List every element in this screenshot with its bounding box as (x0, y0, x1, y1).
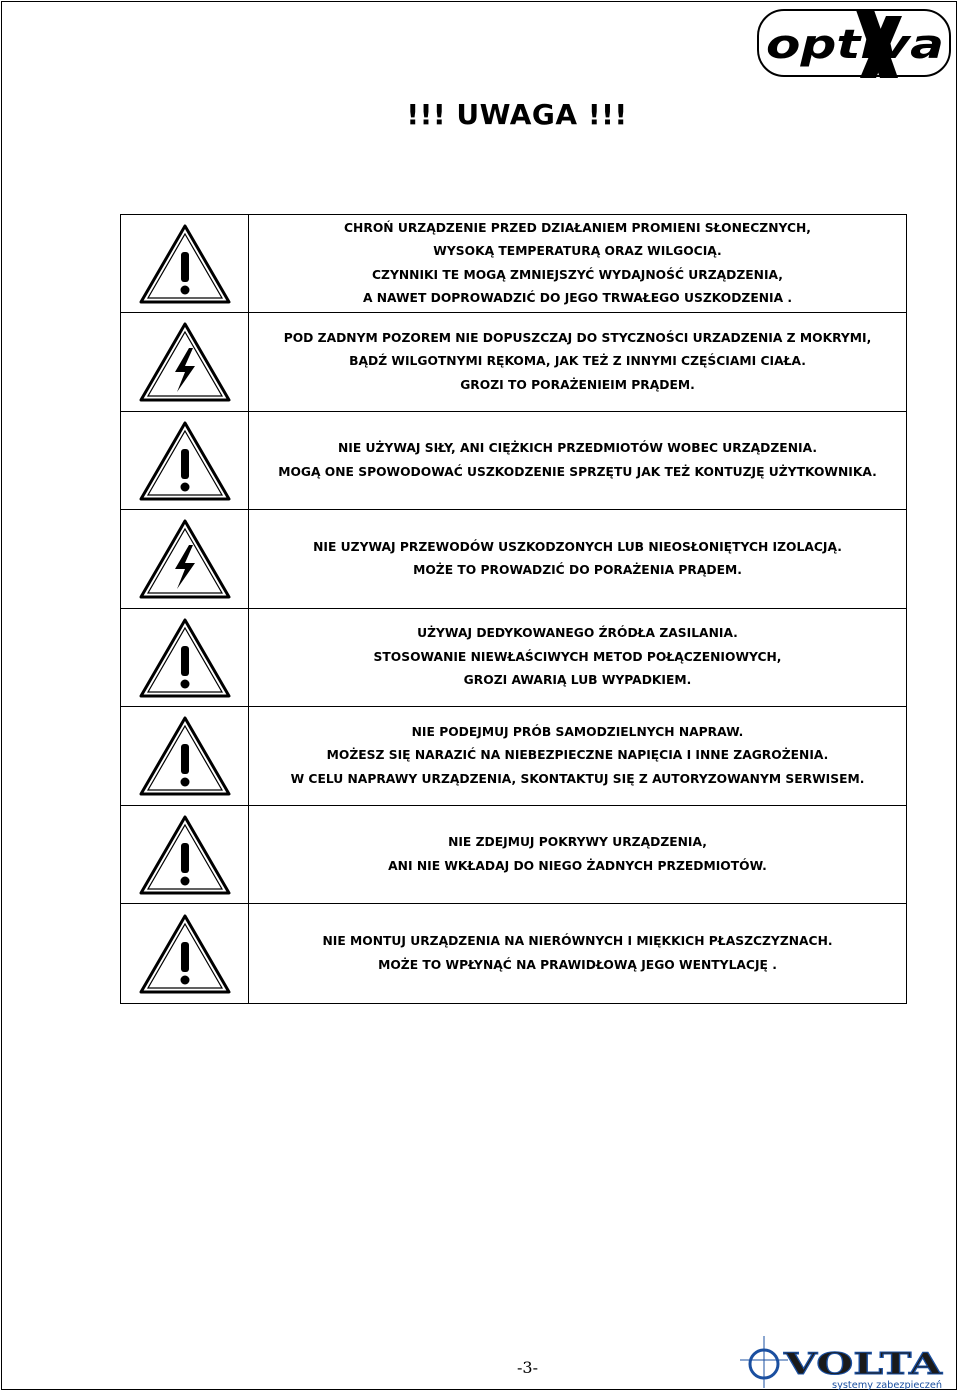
warning-text-cell (249, 215, 906, 312)
warning-text-cell (249, 707, 906, 805)
warning-text-line: UŻYWAJ DEDYKOWANEGO ŹRÓDŁA ZASILANIA. (417, 626, 738, 641)
warning-text-cell (249, 806, 906, 903)
warning-icon-cell (121, 904, 249, 1003)
warning-icon-cell (121, 609, 249, 706)
warning-text-line: BĄDŹ WILGOTNYMI RĘKOMA, JAK TEŻ Z INNYMI CZĘŚCIAMI CIAŁA. (349, 354, 806, 369)
warning-row (121, 313, 906, 412)
warning-text-line: GROZI AWARIĄ LUB WYPADKIEM. (463, 673, 692, 688)
warning-text-line: POD ZADNYM POZOREM NIE DOPUSZCZAJ DO STYCZNOŚCI URZADZENIA Z MOKRYMI, (283, 330, 872, 345)
warning-text-line: NIE ZDEJMUJ POKRYWY URZĄDZENIA, (448, 835, 707, 849)
electric-shock-warning-icon (137, 320, 233, 404)
warning-text-line: WYSOKĄ TEMPERATURĄ ORAZ WILGOCIĄ. (433, 244, 722, 258)
warning-text-line: MOŻESZ SIĘ NARAZIĆ NA NIEBEZPIECZNE NAPIĘCIA I INNE ZAGROŻENIA. (326, 748, 829, 763)
warning-text-cell (249, 510, 906, 608)
warning-row (121, 609, 906, 707)
warning-row (121, 412, 906, 510)
warning-text-line: ANI NIE WKŁADAJ DO NIEGO ŻADNYCH PRZEDMIOTÓW. (388, 858, 767, 873)
warning-text-line: STOSOWANIE NIEWŁAŚCIWYCH METOD POŁĄCZENIOWYCH, (373, 649, 782, 664)
warning-icon-cell (121, 412, 249, 509)
warning-icon-cell (121, 313, 249, 411)
warning-icon-cell (121, 510, 249, 608)
warning-text-line: CHROŃ URZĄDZENIE PRZED DZIAŁANIEM PROMIENI SŁONECZNYCH, (344, 220, 811, 235)
warning-text-line: GROZI TO PORAŻENIEIM PRĄDEM. (460, 377, 695, 392)
warning-text-cell (249, 609, 906, 706)
optiva-logo (756, 8, 952, 80)
volta-logo (736, 1334, 946, 1390)
warning-text-line: MOŻE TO PROWADZIĆ DO PORAŻENIA PRĄDEM. (413, 563, 742, 577)
warning-icon-cell (121, 707, 249, 805)
electric-shock-warning-icon (137, 517, 233, 601)
exclamation-warning-icon (137, 912, 233, 996)
warning-row (121, 215, 906, 313)
exclamation-warning-icon (137, 714, 233, 798)
warning-row (121, 510, 906, 609)
warnings-table (120, 214, 907, 1004)
warning-text-cell (249, 313, 906, 411)
warning-text-cell (249, 904, 906, 1003)
warning-row (121, 806, 906, 904)
warning-text-line: MOGĄ ONE SPOWODOWAĆ USZKODZENIE SPRZĘTU JAK TEŻ KONTUZJĘ UŻYTKOWNIKA. (278, 464, 877, 479)
page-title: !!! UWAGA !!! (406, 98, 628, 131)
optiva-logo-text: optiva (766, 22, 944, 68)
page-number: -3- (517, 1358, 538, 1377)
warning-text-cell (249, 412, 906, 509)
warning-icon-cell (121, 806, 249, 903)
warning-icon-cell (121, 215, 249, 312)
volta-logo-text: VOLTA (782, 1347, 944, 1382)
volta-logo-tagline: systemy zabezpieczeń (832, 1380, 945, 1390)
warning-text-line: NIE MONTUJ URZĄDZENIA NA NIERÓWNYCH I MIĘKKICH PŁASZCZYZNACH. (322, 934, 833, 948)
warning-text-line: CZYNNIKI TE MOGĄ ZMNIEJSZYĆ WYDAJNOŚĆ URZĄDZENIA, (372, 267, 783, 282)
warning-text-line: NIE UŻYWAJ SIŁY, ANI CIĘŻKICH PRZEDMIOTÓW WOBEC URZĄDZENIA. (337, 441, 817, 455)
exclamation-warning-icon (137, 419, 233, 503)
warning-text-line: W CELU NAPRAWY URZĄDZENIA, SKONTAKTUJ SIĘ Z AUTORYZOWANYM SERWISEM. (290, 771, 865, 786)
warning-text-line: NIE PODEJMUJ PRÓB SAMODZIELNYCH NAPRAW. (411, 724, 744, 739)
exclamation-warning-icon (137, 222, 233, 306)
warning-text-line: A NAWET DOPROWADZIĆ DO JEGO TRWAŁEGO USZKODZENIA . (362, 291, 793, 305)
exclamation-warning-icon (137, 813, 233, 897)
warning-row (121, 904, 906, 1003)
exclamation-warning-icon (137, 616, 233, 700)
warning-text-line: NIE UZYWAJ PRZEWODÓW USZKODZONYCH LUB NIEOSŁONIĘTYCH IZOLACJĄ. (313, 539, 842, 554)
warning-text-line: MOŻE TO WPŁYNĄĆ NA PRAWIDŁOWĄ JEGO WENTYLACJĘ . (378, 957, 777, 972)
warning-row (121, 707, 906, 806)
